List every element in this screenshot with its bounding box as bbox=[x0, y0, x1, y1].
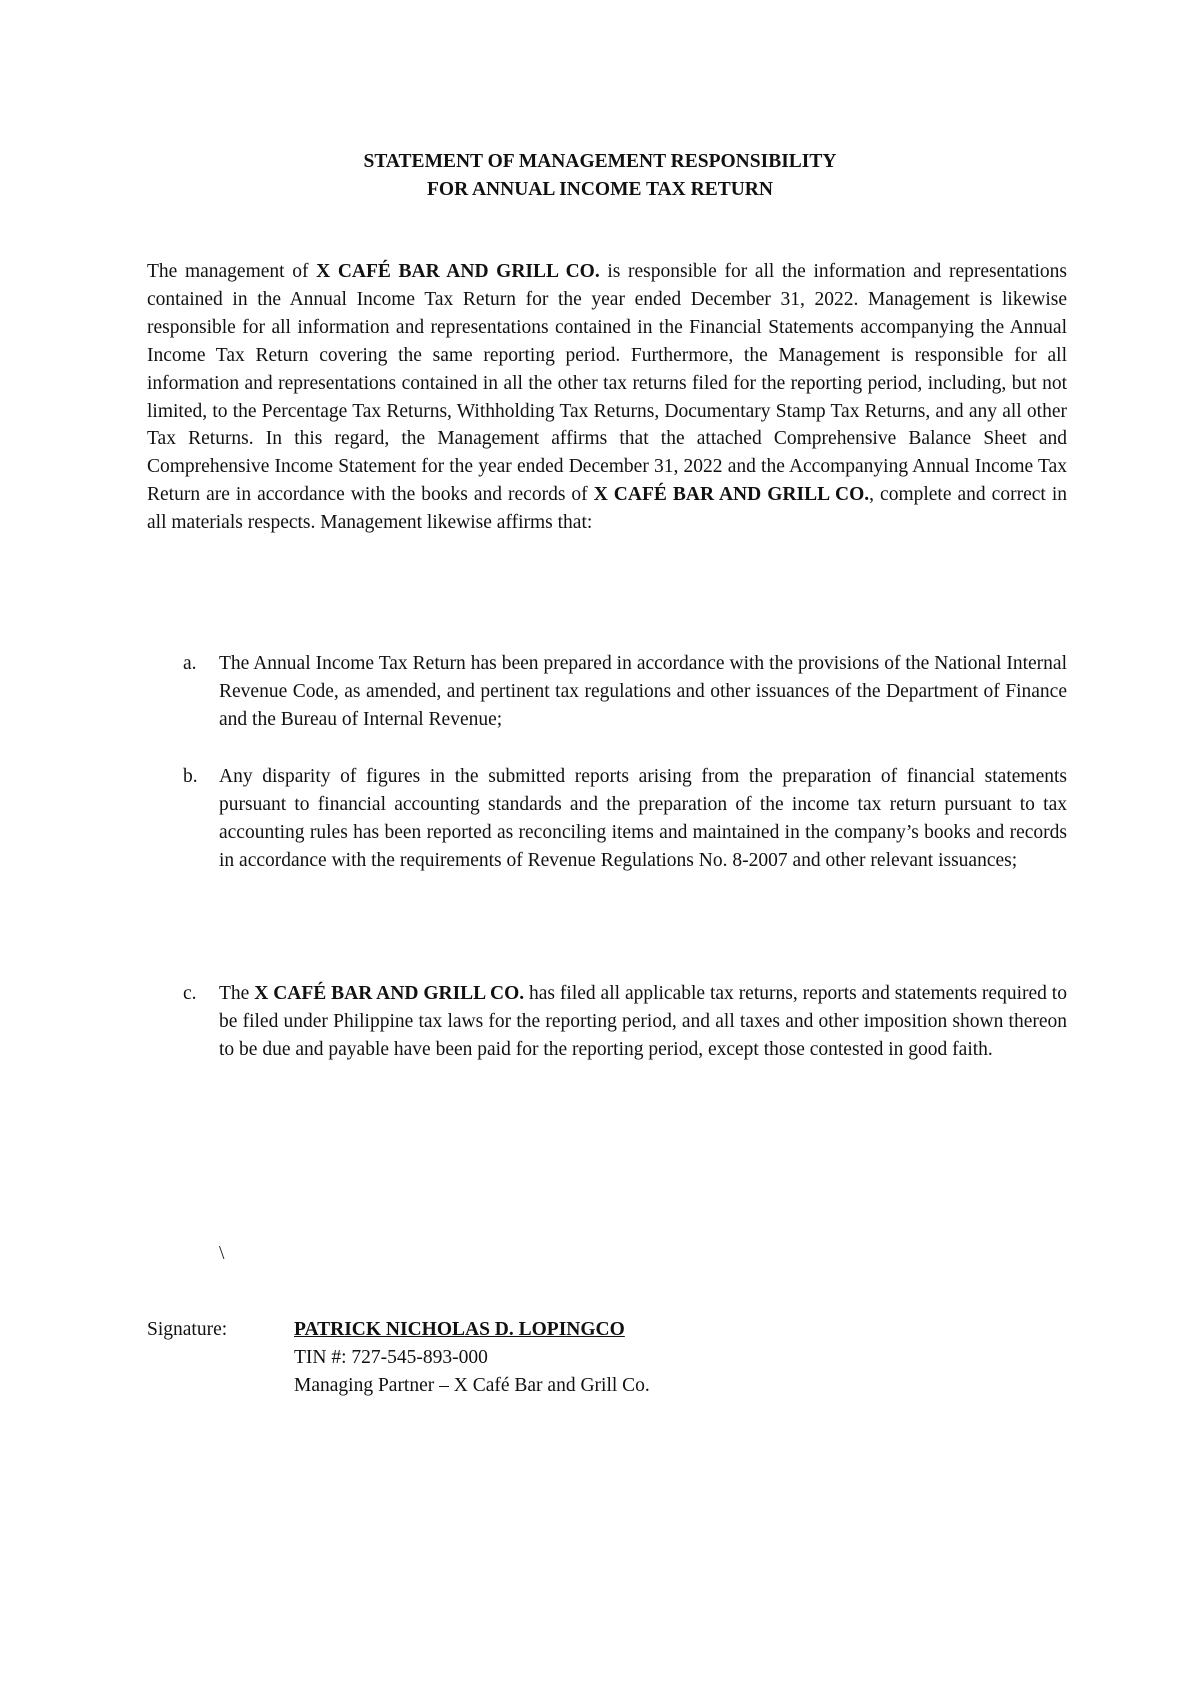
document-title-line-2: FOR ANNUAL INCOME TAX RETURN bbox=[427, 179, 773, 200]
company-name: X CAFÉ BAR AND GRILL CO. bbox=[316, 261, 600, 282]
signatory-title: Managing Partner – X Café Bar and Grill Co. bbox=[294, 1374, 650, 1396]
signatory-tin: TIN #: 727-545-893-000 bbox=[294, 1346, 488, 1368]
list-marker: a. bbox=[183, 653, 197, 674]
company-name: X CAFÉ BAR AND GRILL CO. bbox=[593, 484, 870, 506]
list-item-text: Any disparity of figures in the submitted reports arising from the preparation of financial statements pursuant to financial accounting standards and the preparation of the income tax return pursuant to tax accounting rules has been reported as reconciling items and maintained in the company’s books and records in accordance with the requirements of Revenue Regulations No. 8-2007 and other relevant issuances; bbox=[219, 766, 1067, 871]
intro-text-3: , complete and correct in all materials respects. Management likewise affirms that: bbox=[147, 484, 1067, 534]
intro-text-1: The management of bbox=[147, 261, 317, 282]
stray-backslash: \ bbox=[219, 1243, 225, 1264]
list-marker: c. bbox=[183, 983, 197, 1004]
list-item-text bbox=[219, 980, 1067, 1064]
signatory-name: PATRICK NICHOLAS D. LOPINGCO bbox=[294, 1319, 625, 1340]
intro-text-2: is responsible for all the information and representations contained in the Annual Income Tax Return for the year ended December 31, 2022. Management is likewise responsible for all information and representations contained in the Financial Statements accompanying the Annual Income Tax Return covering the same reporting period. Furthermore, the Management is responsible for all information and representations contained in all the other tax returns filed for the reporting period, including, but not limited, to the Percentage Tax Returns, Withholding Tax Returns, Documentary Stamp Tax Returns, and any all other Tax Returns. In this regard, the Management affirms that the attached Comprehensive Balance Sheet and Comprehensive Income Statement for the year ended December 31, 2022 and the Accompanying Annual Income Tax Return are in accordance with the books and records of bbox=[147, 261, 1067, 506]
document-title-line-1: STATEMENT OF MANAGEMENT RESPONSIBILITY bbox=[363, 151, 837, 172]
company-name: X CAFÉ BAR AND GRILL CO. bbox=[254, 983, 525, 1004]
item-c-text-2: has filed all applicable tax returns, reports and statements required to be filed under Philippine tax laws for the reporting period, and all taxes and other imposition shown thereon to be due and payable have been paid for the reporting period, except those contested in good faith. bbox=[219, 983, 1067, 1060]
signature-block bbox=[294, 1316, 650, 1400]
item-c-text-1: The bbox=[219, 983, 255, 1004]
intro-paragraph bbox=[147, 258, 1067, 537]
list-marker: b. bbox=[183, 766, 198, 787]
list-item-text: The Annual Income Tax Return has been prepared in accordance with the provisions of the National Internal Revenue Code, as amended, and pertinent tax regulations and other issuances of the Department of Finance and the Bureau of Internal Revenue; bbox=[219, 653, 1067, 730]
signature-label: Signature: bbox=[147, 1319, 228, 1340]
